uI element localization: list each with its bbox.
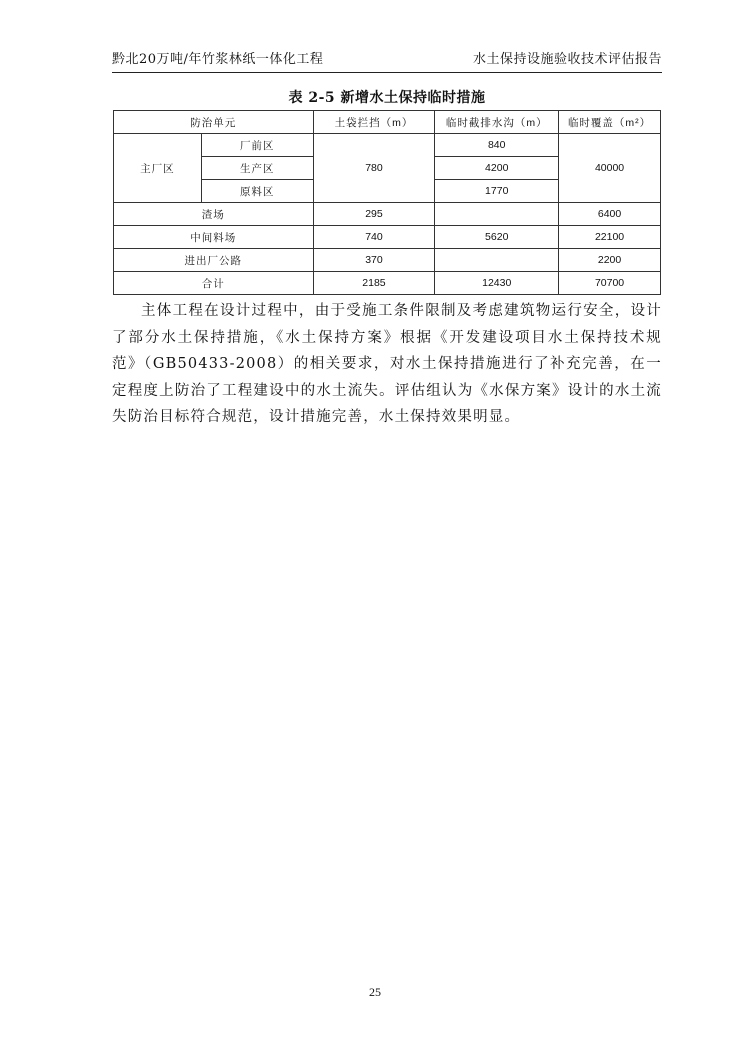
- ditch-value: [435, 249, 559, 272]
- header-ditch: 临时截排水沟（m）: [435, 111, 559, 134]
- table-row: [114, 134, 661, 157]
- ditch-value: 5620: [435, 226, 559, 249]
- header-project-title: 黔北20万吨/年竹浆林纸一体化工程: [112, 52, 324, 67]
- unit-name: 进出厂公路: [114, 249, 314, 272]
- header-sandbag: 土袋拦挡（m）: [313, 111, 435, 134]
- page-header: [112, 48, 662, 67]
- table-header-row: [114, 111, 661, 134]
- page-number: 25: [369, 985, 381, 999]
- group-cover-value: 40000: [559, 134, 661, 203]
- cover-value: 2200: [559, 249, 661, 272]
- unit-name: 渣场: [114, 203, 314, 226]
- ditch-value: 4200: [435, 157, 559, 180]
- sandbag-value: 740: [313, 226, 435, 249]
- cover-value: 6400: [559, 203, 661, 226]
- table-total-row: [114, 272, 661, 295]
- cover-value: 22100: [559, 226, 661, 249]
- group-label: 主厂区: [114, 134, 202, 203]
- total-label: 合计: [114, 272, 314, 295]
- temporary-measures-table: [113, 110, 661, 295]
- ditch-total: 12430: [435, 272, 559, 295]
- table-row: [114, 226, 661, 249]
- table-title: 表 2-5 新增水土保持临时措施: [288, 90, 486, 106]
- assessment-paragraph: 主体工程在设计过程中，由于受施工条件限制及考虑建筑物运行安全，设计了部分水土保持措施，《水土保持方案》根据《开发建设项目水土保持技术规范》（GB50433-2008）的相关要求，对水土保持措施进行了补充完善，在一定程度上防治了工程建设中的水土流失。评估组认为《水保方案》设计的水土流失防治目标符合规范，设计措施完善，水土保持效果明显。: [112, 303, 662, 425]
- header-report-title: 水土保持设施验收技术评估报告: [472, 52, 662, 67]
- body-text: [112, 298, 662, 431]
- cover-total: 70700: [559, 272, 661, 295]
- table-row: [114, 203, 661, 226]
- sub-unit-name: 厂前区: [201, 134, 313, 157]
- sandbag-value: 370: [313, 249, 435, 272]
- ditch-value: 1770: [435, 180, 559, 203]
- sandbag-total: 2185: [313, 272, 435, 295]
- table-row: [114, 249, 661, 272]
- ditch-value: 840: [435, 134, 559, 157]
- sandbag-value: 295: [313, 203, 435, 226]
- header-divider: [112, 72, 662, 73]
- unit-name: 中间料场: [114, 226, 314, 249]
- header-cover: 临时覆盖（m²）: [559, 111, 661, 134]
- ditch-value: [435, 203, 559, 226]
- header-unit: 防治单元: [114, 111, 314, 134]
- group-sandbag-value: 780: [313, 134, 435, 203]
- sub-unit-name: 原料区: [201, 180, 313, 203]
- sub-unit-name: 生产区: [201, 157, 313, 180]
